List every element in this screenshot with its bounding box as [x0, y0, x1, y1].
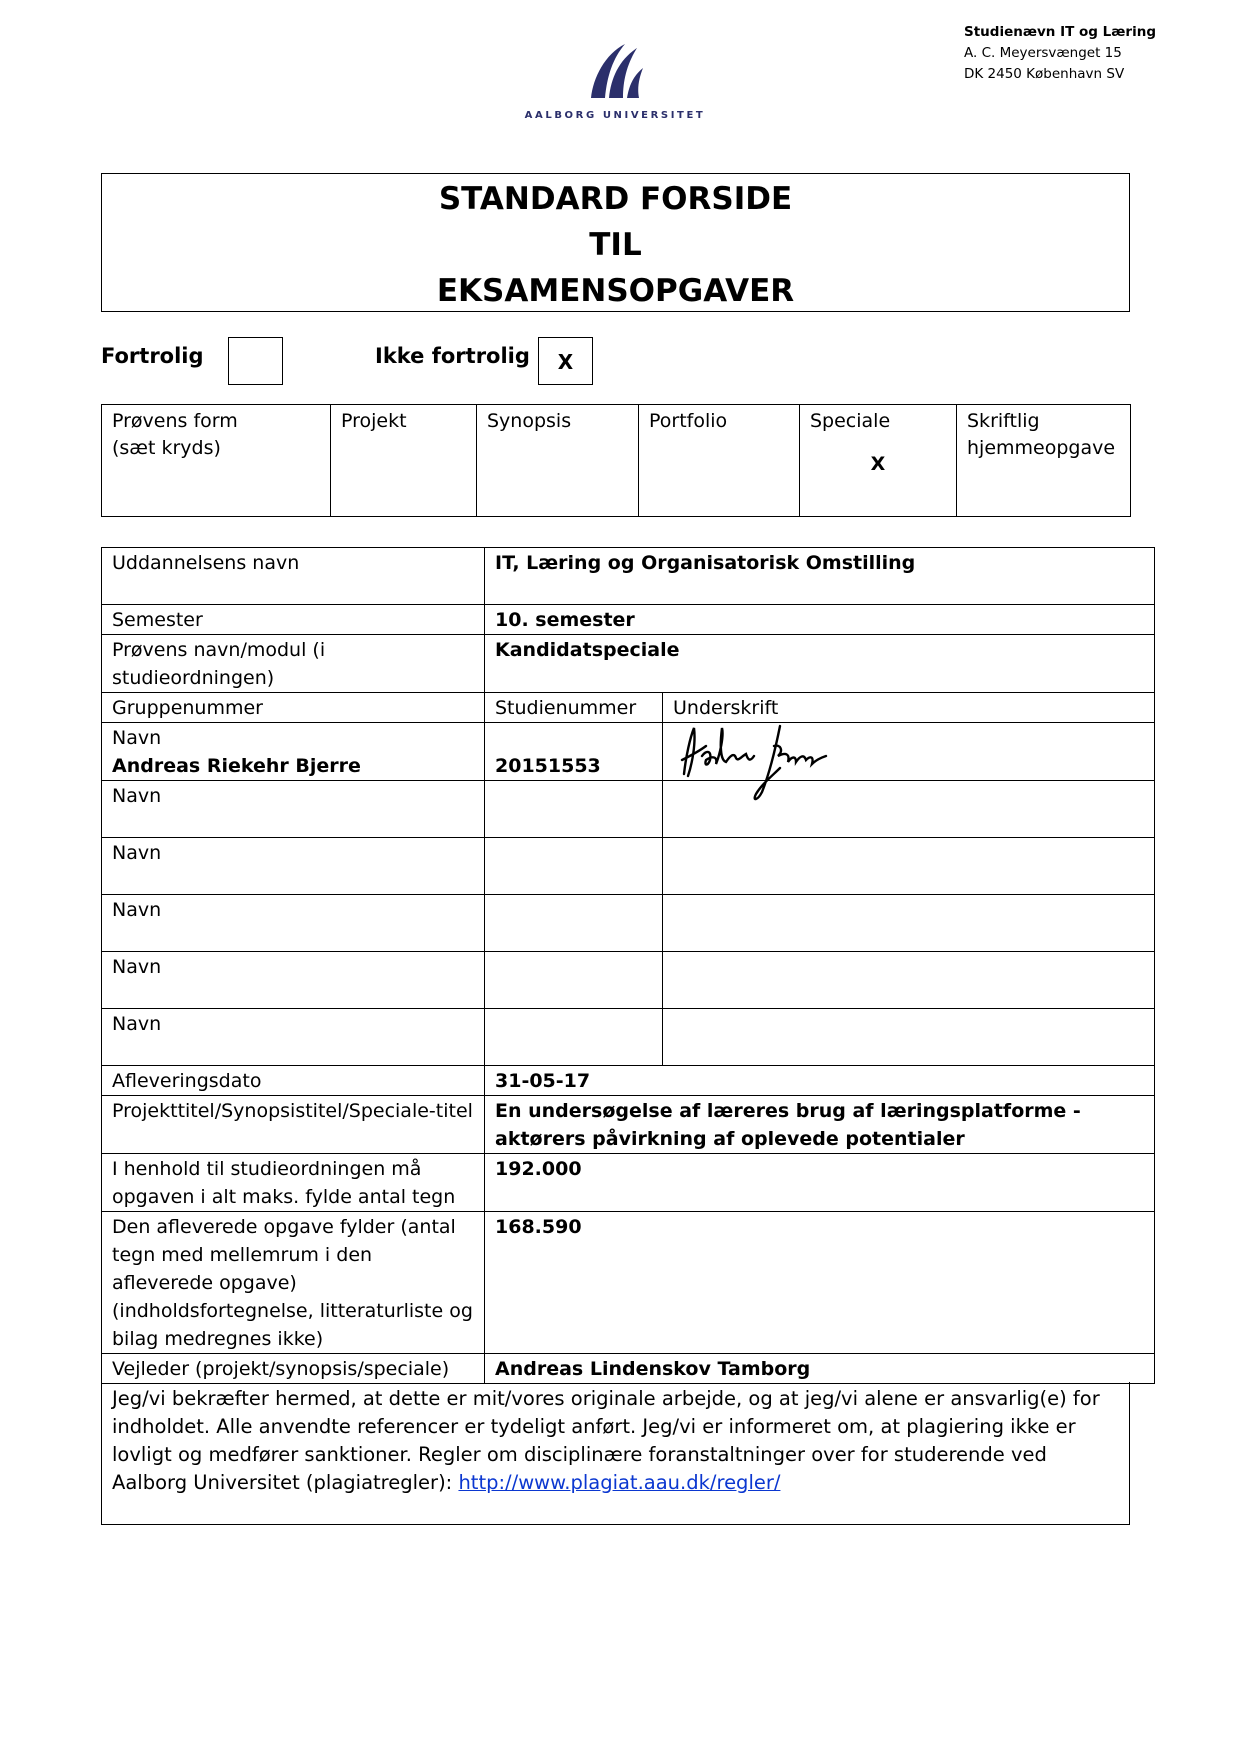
- member-student-number: [485, 838, 663, 895]
- max-chars-label: I henhold til studieordningen må opgaven i alt maks. fylde antal tegn: [102, 1154, 485, 1212]
- member-cell: [102, 952, 485, 1009]
- member-label: Navn: [112, 899, 162, 921]
- member-student-number: [485, 895, 663, 952]
- title-line: TIL: [589, 227, 642, 263]
- member-student-number: [485, 781, 663, 838]
- supervisor-value: Andreas Lindenskov Tamborg: [485, 1354, 1155, 1384]
- member-signature-cell: [663, 1009, 1155, 1066]
- supervisor-label: Vejleder (projekt/synopsis/speciale): [102, 1354, 485, 1384]
- exam-form-sublabel: (sæt kryds): [112, 437, 221, 459]
- address-line: DK 2450 København SV: [964, 66, 1125, 82]
- fortrolig-label: Fortrolig: [101, 344, 204, 368]
- option-label: Synopsis: [487, 410, 572, 432]
- member-cell: [102, 838, 485, 895]
- option-label: Speciale: [810, 410, 891, 432]
- option-label: Skriftlig: [967, 410, 1040, 432]
- delivery-label: Afleveringsdato: [102, 1066, 485, 1096]
- option-mark: X: [870, 453, 886, 475]
- education-label: Uddannelsens navn: [102, 548, 485, 605]
- declaration-box: [101, 1382, 1130, 1525]
- exam-form-option-synopsis[interactable]: [477, 405, 639, 517]
- university-logo: [520, 38, 710, 121]
- exam-form-label: Prøvens form: [112, 410, 238, 432]
- student-number-header: Studienummer: [485, 693, 663, 723]
- title-line: STANDARD FORSIDE: [438, 181, 793, 217]
- plagiarism-rules-link[interactable]: http://www.plagiat.aau.dk/regler/: [458, 1471, 781, 1494]
- address-line: A. C. Meyersvænget 15: [964, 45, 1122, 61]
- member-student-number: 20151553: [485, 723, 663, 781]
- option-label: hjemmeopgave: [967, 437, 1116, 459]
- address-block: [964, 22, 1156, 85]
- ikke-fortrolig-label: Ikke fortrolig: [375, 344, 530, 368]
- member-cell: [102, 1009, 485, 1066]
- signature-header: Underskrift: [663, 693, 1155, 723]
- group-label: Gruppenummer: [102, 693, 485, 723]
- title-line: EKSAMENSOPGAVER: [436, 273, 795, 309]
- handwritten-signature-icon: [676, 716, 846, 806]
- option-label: Projekt: [341, 410, 407, 432]
- semester-label: Semester: [102, 605, 485, 635]
- exam-form-option-projekt[interactable]: [331, 405, 477, 517]
- member-cell: [102, 781, 485, 838]
- delivered-chars-value: 168.590: [485, 1212, 1155, 1354]
- title-label: Projekttitel/Synopsistitel/Speciale-titel: [102, 1096, 485, 1154]
- member-signature-cell: [663, 895, 1155, 952]
- logo-text: AALBORG UNIVERSITET: [524, 110, 706, 121]
- exam-form-table: [101, 404, 1131, 517]
- title-value: En undersøgelse af læreres brug af læringsplatforme - aktørers påvirkning af oplevede potentialer: [485, 1096, 1155, 1154]
- exam-form-option-speciale[interactable]: [800, 405, 957, 517]
- exam-form-option-portfolio[interactable]: [639, 405, 800, 517]
- info-table: [101, 547, 1155, 1384]
- exam-form-option-skriftlig[interactable]: [957, 405, 1131, 517]
- title-box: [101, 173, 1130, 312]
- education-value: IT, Læring og Organisatorisk Omstilling: [485, 548, 1155, 605]
- semester-value: 10. semester: [485, 605, 1155, 635]
- member-label: Navn: [112, 1013, 162, 1035]
- declaration-text: Jeg/vi bekræfter hermed, at dette er mit/vores originale arbejde, og at jeg/vi alene er ansvarlig(e) for indholdet. Alle anvendte referencer er tydeligt anført. Jeg/vi er informeret om, at plagiering ikke er lovligt og medfører sanktioner. Regler om disciplinære foranstaltninger over for studerende ved Aalborg Universitet (plagiatregler):: [112, 1387, 1100, 1494]
- member-name: Andreas Riekehr Bjerre: [112, 755, 361, 777]
- max-chars-value: 192.000: [485, 1154, 1155, 1212]
- member-signature-cell: [663, 952, 1155, 1009]
- member-label: Navn: [112, 785, 162, 807]
- aau-logo-icon: [585, 38, 645, 100]
- fortrolig-checkbox[interactable]: [228, 337, 283, 385]
- option-label: Portfolio: [649, 410, 728, 432]
- address-line: Studienævn IT og Læring: [964, 24, 1156, 40]
- member-student-number: [485, 1009, 663, 1066]
- module-label: Prøvens navn/modul (i studieordningen): [102, 635, 485, 693]
- member-student-number: [485, 952, 663, 1009]
- delivery-value: 31-05-17: [485, 1066, 1155, 1096]
- ikke-fortrolig-checkbox[interactable]: X: [538, 337, 593, 385]
- exam-form-label-cell: [102, 405, 331, 517]
- member-cell: [102, 895, 485, 952]
- member-label: Navn: [112, 727, 162, 749]
- member-label: Navn: [112, 842, 162, 864]
- member-label: Navn: [112, 956, 162, 978]
- module-value: Kandidatspeciale: [485, 635, 1155, 693]
- member-cell: [102, 723, 485, 781]
- delivered-chars-label: Den afleverede opgave fylder (antal tegn med mellemrum i den afleverede opgave) (indholdsfortegnelse, litteraturliste og bilag medregnes ikke): [102, 1212, 485, 1354]
- member-signature-cell: [663, 838, 1155, 895]
